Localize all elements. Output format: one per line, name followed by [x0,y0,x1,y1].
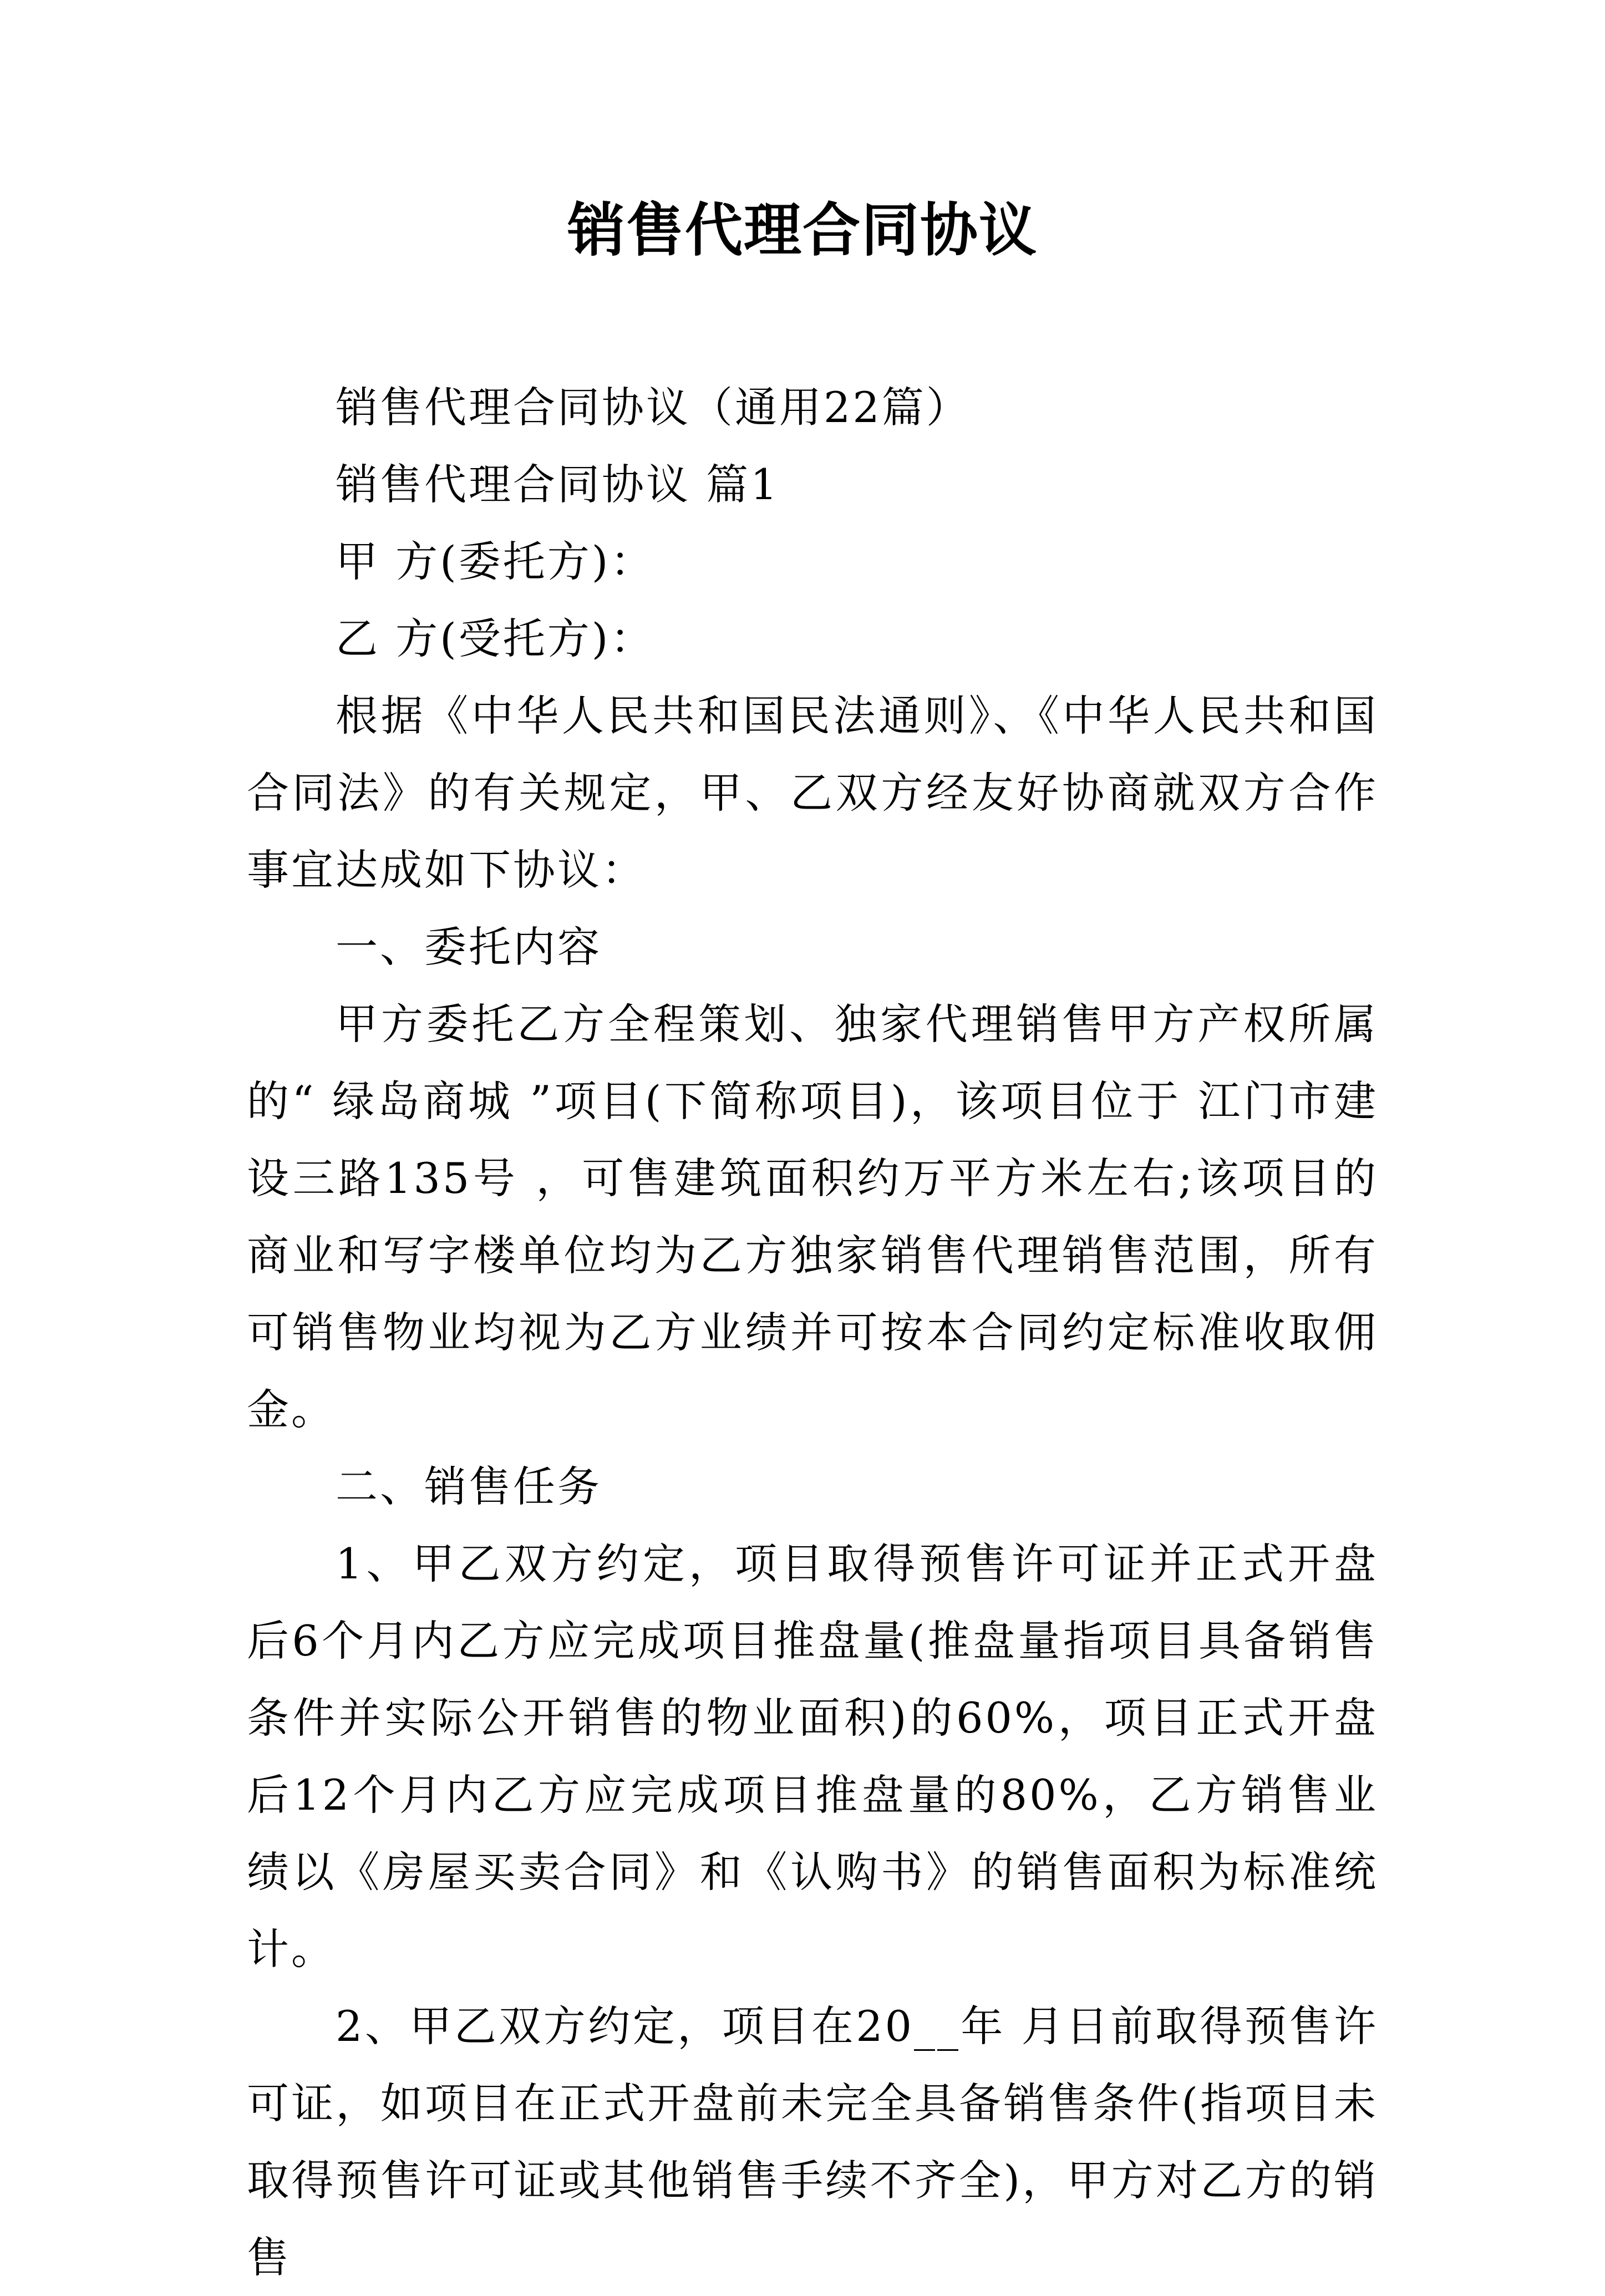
clause-heading: 二、销售任务 [336,1462,602,1511]
subtitle-paragraph: 销售代理合同协议（通用22篇） [336,383,971,432]
clause-paragraph: 1、甲乙双方约定，项目取得预售许可证并正式开盘后6个月内乙方应完成项目推盘量(推盘量指项目具备销售条件并实际公开销售的物业面积)的60%，项目正式开盘后12个月内乙方应完成项目推盘量的80%，乙方销售业绩以《房屋买卖合同》和《认购书》的销售面积为标准统计。 [247,1539,1378,1974]
party-a-line: 甲 方(委托方)： [336,537,655,586]
party-b-line: 乙 方(受托方)： [336,614,655,663]
document-body [247,369,1378,2296]
clause-paragraph: 甲方委托乙方全程策划、独家代理销售甲方产权所属的“ 绿岛商城 ”项目(下简称项目)，该项目位于 江门市建设三路135号 ，可售建筑面积约万平方米左右;该项目的商业和写字楼单位均为乙方独家销售代理销售范围，所有可销售物业均视为乙方业绩并可按本合同约定标准收取佣金。 [247,999,1378,1434]
section-heading: 销售代理合同协议 篇1 [336,460,780,509]
document-title: 销售代理合同协议 [567,196,1038,264]
clause-heading: 一、委托内容 [336,922,602,972]
clause-paragraph: 2、甲乙双方约定，项目在20__年 月日前取得预售许可证，如项目在正式开盘前未完全具备销售条件(指项目未取得预售许可证或其他销售手续不齐全)，甲方对乙方的销售 [247,2002,1378,2282]
preamble-paragraph: 根据《中华人民共和国民法通则》、《中华人民共和国合同法》的有关规定，甲、乙双方经友好协商就双方合作事宜达成如下协议： [247,691,1378,895]
